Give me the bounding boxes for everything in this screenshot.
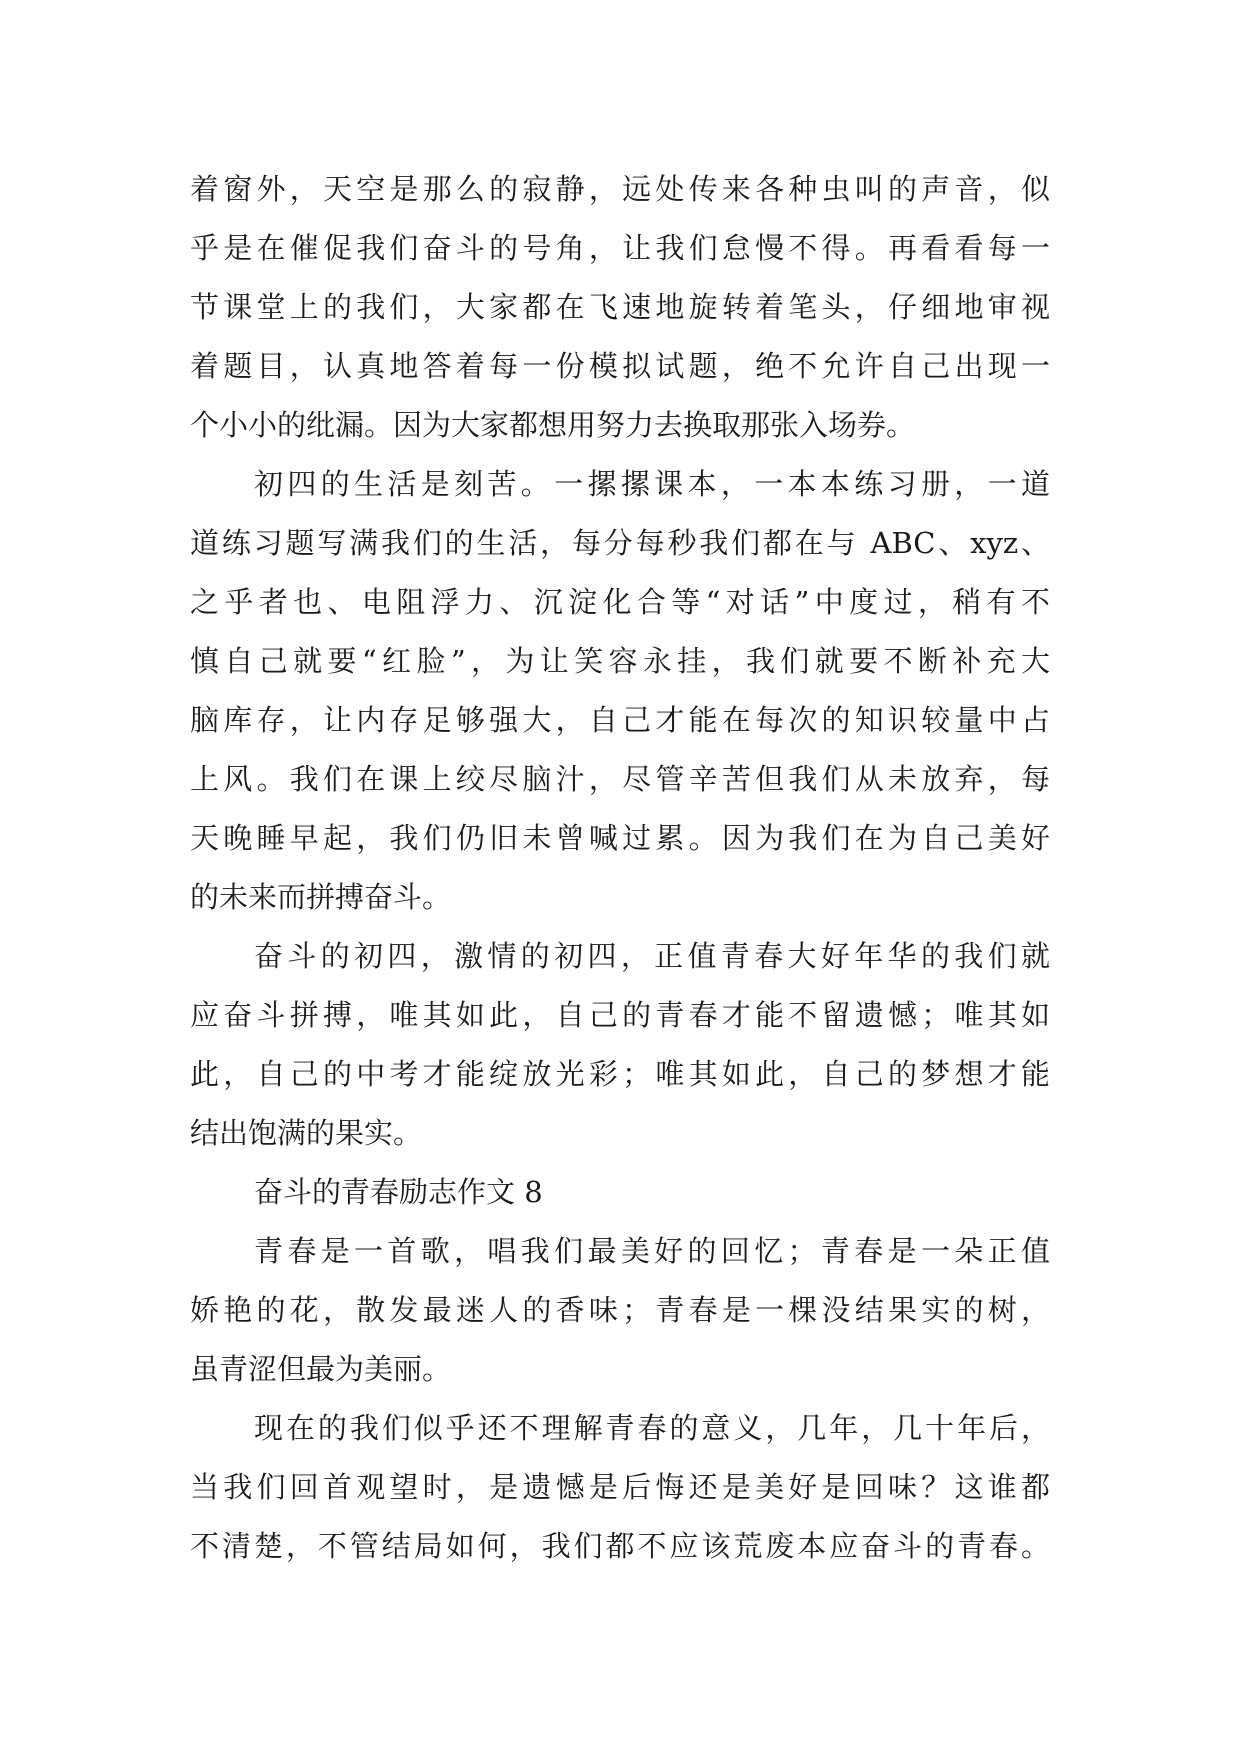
text-line: 结出饱满的果实。	[190, 1116, 423, 1150]
text-line: 个小小的纰漏。因为大家都想用努力去换取那张入场券。	[190, 408, 916, 442]
text-line: 天晚睡早起，我们仍旧未曾喊过累。因为我们在为自己美好	[190, 821, 1050, 855]
text-line: 节课堂上的我们，大家都在飞速地旋转着笔头，仔细地审视	[190, 290, 1050, 324]
text-line: 应奋斗拼搏，唯其如此，自己的青春才能不留遗憾；唯其如	[190, 998, 1050, 1032]
text-line: 道练习题写满我们的生活，每分每秒我们都在与 ABC、xyz、	[190, 526, 1050, 560]
text-line: 脑库存，让内存足够强大，自己才能在每次的知识较量中占	[190, 703, 1050, 737]
text-line: 着窗外，天空是那么的寂静，远处传来各种虫叫的声音，似	[190, 172, 1050, 206]
paragraph-first-line: 青春是一首歌，唱我们最美好的回忆；青春是一朵正值	[254, 1234, 1050, 1268]
text-line: 当我们回首观望时，是遗憾是后悔还是美好是回味？这谁都	[190, 1470, 1050, 1504]
paragraph-first-line: 奋斗的初四，激情的初四，正值青春大好年华的我们就	[254, 939, 1050, 973]
text-line: 慎自己就要“红脸”，为让笑容永挂，我们就要不断补充大	[190, 644, 1050, 678]
text-line: 着题目，认真地答着每一份模拟试题，绝不允许自己出现一	[190, 349, 1050, 383]
paragraph-first-line: 现在的我们似乎还不理解青春的意义，几年，几十年后，	[254, 1411, 1050, 1445]
text-line: 之乎者也、电阻浮力、沉淀化合等“对话”中度过，稍有不	[190, 585, 1050, 619]
text-line: 上风。我们在课上绞尽脑汁，尽管辛苦但我们从未放弃，每	[190, 762, 1050, 796]
section-heading: 奋斗的青春励志作文 8	[254, 1175, 543, 1209]
text-line: 虽青涩但最为美丽。	[190, 1352, 452, 1386]
text-line: 不清楚，不管结局如何，我们都不应该荒废本应奋斗的青春。	[190, 1529, 1050, 1563]
text-line: 娇艳的花，散发最迷人的香味；青春是一棵没结果实的树，	[190, 1293, 1050, 1327]
text-line: 乎是在催促我们奋斗的号角，让我们怠慢不得。再看看每一	[190, 231, 1050, 265]
text-line: 此，自己的中考才能绽放光彩；唯其如此，自己的梦想才能	[190, 1057, 1050, 1091]
text-line: 的未来而拼搏奋斗。	[190, 880, 452, 914]
paragraph-first-line: 初四的生活是刻苦。一摞摞课本，一本本练习册，一道	[254, 467, 1050, 501]
body-text	[190, 160, 1050, 1576]
